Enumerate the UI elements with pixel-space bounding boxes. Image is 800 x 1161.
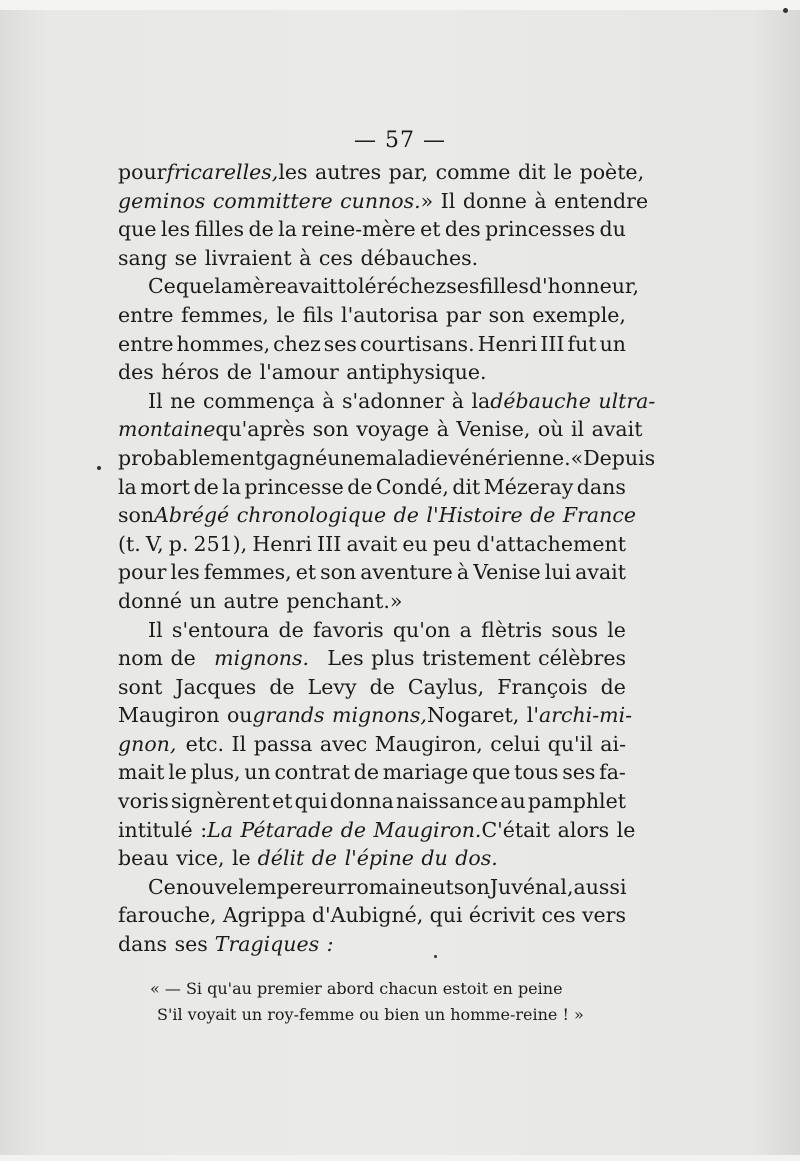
word: de	[369, 674, 395, 699]
word: chez	[273, 331, 321, 356]
word: filles	[194, 217, 245, 242]
word: son	[488, 302, 525, 327]
word: toléré	[337, 274, 399, 299]
word: écrivit	[468, 903, 536, 928]
word: probablement	[118, 445, 264, 470]
word: d'attachement	[476, 531, 626, 556]
word: lui	[544, 560, 572, 585]
word: Henri	[477, 331, 538, 356]
text-segment: Les plus tristement célèbres	[327, 646, 626, 671]
word: les	[160, 217, 191, 242]
word: Il	[148, 617, 163, 642]
word: avait	[346, 531, 398, 556]
word: un	[599, 331, 626, 356]
italic-segment: délit de l'épine du dos.	[257, 846, 498, 871]
word: Ce	[148, 274, 176, 299]
text-segment: dans ses	[118, 932, 208, 957]
text-line	[118, 215, 626, 244]
word: fa-	[599, 760, 626, 785]
word: donna	[329, 789, 394, 814]
word: de	[269, 674, 295, 699]
word: naissance	[396, 789, 499, 814]
text-segment: pour	[118, 160, 167, 184]
word: empereur	[244, 874, 347, 899]
word: et	[295, 560, 317, 585]
text-line	[118, 758, 626, 787]
word: princesse	[244, 474, 344, 499]
text-line	[118, 930, 626, 959]
text-line	[118, 787, 626, 816]
word: romain	[346, 874, 421, 899]
word: dans	[576, 474, 626, 499]
word: favoris	[313, 617, 384, 642]
word: une	[327, 445, 366, 470]
italic-segment: grands mignons,	[252, 703, 427, 728]
word: pamphlet	[527, 789, 626, 814]
text-line	[118, 272, 639, 301]
word: avait	[286, 274, 338, 299]
italic-segment: débauche ultra-	[490, 388, 656, 413]
word: femmes,	[181, 302, 269, 327]
text-line	[118, 158, 645, 187]
word: des	[444, 217, 481, 242]
text-segment: nom de	[118, 646, 196, 671]
page-top-edge	[0, 0, 800, 10]
word: son	[320, 560, 357, 585]
word: le	[276, 302, 296, 327]
text-line	[118, 901, 626, 930]
word: et	[420, 217, 441, 242]
word: signèrent	[171, 789, 270, 814]
word: les	[170, 560, 200, 585]
text-segment: les autres par, comme dit le poète,	[278, 160, 645, 184]
word: chez	[398, 274, 447, 299]
word: s'entoura	[171, 617, 270, 642]
word: la	[214, 274, 234, 299]
word: mait	[118, 760, 165, 785]
word: «Depuis	[570, 445, 656, 470]
text-line	[118, 587, 626, 616]
word: entre	[118, 331, 174, 356]
ink-speck	[434, 955, 437, 958]
word: III	[540, 331, 565, 356]
word: que	[471, 760, 511, 785]
word: voris	[118, 789, 169, 814]
text-line	[118, 501, 636, 530]
text-segment: Nogaret, l'	[426, 703, 539, 728]
text-segment: des héros de l'amour antiphysique.	[118, 360, 487, 385]
word: princesses	[485, 217, 596, 242]
word: gagné	[263, 445, 328, 470]
word: aussi	[573, 874, 627, 899]
word: de	[600, 674, 626, 699]
word: mariage	[382, 760, 469, 785]
italic-segment: montaine	[118, 417, 216, 442]
italic-segment: Abrégé chronologique de l'Histoire de France	[154, 503, 636, 528]
text-segment: Maugiron ou	[118, 703, 253, 728]
verse-line: « — Si qu'au premier abord chacun estoit en peine	[150, 979, 563, 998]
word: qu'on	[392, 617, 451, 642]
text-line	[118, 616, 626, 645]
word: dit	[452, 474, 481, 499]
word: qui	[429, 903, 463, 928]
word: Ce	[148, 874, 176, 899]
word: mère	[233, 274, 287, 299]
word: fut	[567, 331, 597, 356]
page-bottom-edge	[0, 1155, 800, 1161]
word: le	[607, 617, 626, 642]
word: vers	[581, 903, 626, 928]
text-line	[118, 415, 643, 444]
italic-segment: Tragiques :	[214, 932, 334, 957]
verse-line: S'il voyait un roy-femme ou bien un homme-reine ! »	[157, 1005, 584, 1024]
word: François	[497, 674, 588, 699]
word: flètris	[481, 617, 543, 642]
word: que	[118, 217, 157, 242]
word: Henri	[252, 531, 312, 556]
text-line	[118, 187, 649, 216]
word: de	[278, 617, 304, 642]
text-line	[118, 301, 626, 330]
text-segment: » Il donne à entendre	[420, 188, 649, 213]
text-line	[118, 673, 626, 702]
word: Caylus,	[407, 674, 485, 699]
word: sont	[118, 674, 163, 699]
word: qui	[294, 789, 328, 814]
word: mort	[140, 474, 191, 499]
text-line	[118, 473, 626, 502]
verse-quotation	[150, 976, 620, 1028]
word: III	[317, 531, 342, 556]
word: maladie	[365, 445, 449, 470]
word: à	[456, 560, 470, 585]
word: contrat	[274, 760, 350, 785]
word: que	[175, 274, 215, 299]
text-line	[118, 387, 656, 416]
word: peu	[432, 531, 472, 556]
word: le	[168, 760, 187, 785]
word: femmes,	[203, 560, 292, 585]
text-line	[118, 644, 626, 673]
word: Juvénal,	[489, 874, 574, 899]
word: Mézeray	[483, 474, 574, 499]
word: nouvel	[175, 874, 245, 899]
word: la	[222, 474, 241, 499]
word: fils	[302, 302, 334, 327]
italic-segment: archi-mi-	[538, 703, 633, 728]
word: a	[459, 617, 472, 642]
word: Jacques	[175, 674, 257, 699]
word: eu	[402, 531, 428, 556]
word: de	[193, 474, 219, 499]
word: ses	[562, 760, 596, 785]
word: sous	[551, 617, 598, 642]
word: farouche,	[118, 903, 217, 928]
text-segment: son	[118, 503, 155, 528]
word: ses	[446, 274, 480, 299]
ink-speck	[97, 466, 101, 470]
text-line	[118, 730, 626, 759]
word: et	[272, 789, 293, 814]
italic-segment: mignons.	[214, 646, 310, 671]
italic-segment: fricarelles,	[166, 160, 279, 184]
word: du	[599, 217, 626, 242]
word: vénérienne.	[448, 445, 571, 470]
word: son	[453, 874, 490, 899]
text-segment: qu'après son voyage à Venise, où il avait	[215, 417, 643, 442]
word: l'autorisa	[341, 302, 439, 327]
text-line	[118, 530, 626, 559]
word: courtisans.	[359, 331, 475, 356]
word: pour	[118, 560, 167, 585]
text-line	[118, 444, 656, 473]
word: ces	[541, 903, 576, 928]
word: par	[445, 302, 482, 327]
word: la	[118, 474, 137, 499]
text-segment: Il ne commença à s'adonner à la	[148, 388, 491, 413]
word: de	[248, 217, 274, 242]
word: hommes,	[176, 331, 271, 356]
body-text	[118, 158, 656, 959]
page-number: — 57 —	[354, 128, 446, 153]
word: eut	[420, 874, 454, 899]
word: (t.	[118, 531, 141, 556]
word: plus,	[190, 760, 241, 785]
word: Venise	[473, 560, 541, 585]
word: filles	[479, 274, 529, 299]
word: ses	[323, 331, 357, 356]
italic-segment: gnon,	[118, 731, 177, 756]
word: Agrippa	[222, 903, 306, 928]
text-line	[118, 873, 626, 902]
word: Levy	[307, 674, 357, 699]
word: V,	[145, 531, 164, 556]
word: d'Aubigné,	[311, 903, 424, 928]
word: un	[244, 760, 271, 785]
text-segment: C'était alors le	[481, 817, 636, 842]
text-line	[118, 816, 636, 845]
italic-segment: geminos committere cunnos.	[118, 188, 421, 213]
word: Condé,	[375, 474, 449, 499]
word: d'honneur,	[528, 274, 639, 299]
ink-speck	[783, 8, 788, 13]
word: au	[500, 789, 526, 814]
text-line	[118, 330, 626, 359]
word: tous	[514, 760, 559, 785]
text-segment: sang se livraient à ces débauches.	[118, 245, 479, 270]
text-segment: donné un autre penchant.»	[118, 588, 403, 613]
text-segment: intitulé :	[118, 817, 208, 842]
text-line	[118, 844, 626, 873]
word: entre	[118, 302, 174, 327]
text-line	[118, 358, 626, 387]
text-line	[118, 701, 633, 730]
word: avait	[575, 560, 626, 585]
word: exemple,	[532, 302, 626, 327]
text-line	[118, 558, 626, 587]
word: aventure	[360, 560, 453, 585]
word: la	[278, 217, 297, 242]
word: 251),	[193, 531, 248, 556]
word: p.	[168, 531, 189, 556]
word: de	[347, 474, 373, 499]
text-segment: etc. Il passa avec Maugiron, celui qu'il ai-	[185, 731, 626, 756]
word: reine-mère	[301, 217, 416, 242]
word: de	[353, 760, 379, 785]
text-segment: beau vice, le	[118, 846, 251, 871]
italic-segment: La Pétarade de Maugiron.	[207, 817, 482, 842]
text-line	[118, 244, 626, 273]
